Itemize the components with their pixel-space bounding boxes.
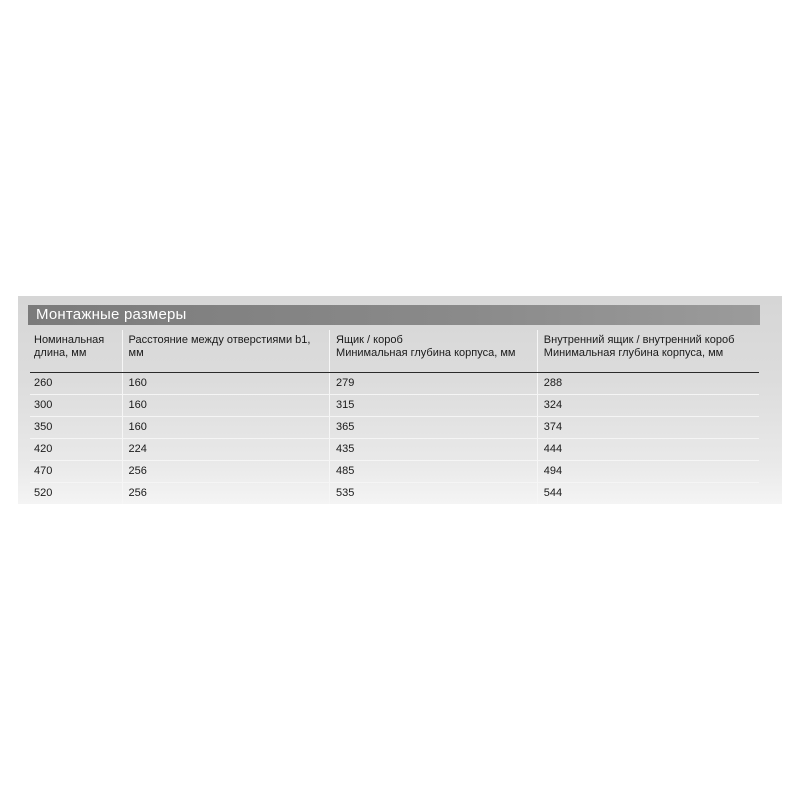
cell-nominal-length: 260 <box>30 373 122 395</box>
cell-drawer-depth: 435 <box>330 439 538 461</box>
cell-drawer-depth: 485 <box>330 461 538 483</box>
table-header-row <box>30 330 759 373</box>
table-row <box>30 395 759 417</box>
cell-hole-distance: 160 <box>122 395 330 417</box>
cell-nominal-length: 420 <box>30 439 122 461</box>
header-drawer-depth <box>330 330 538 373</box>
cell-hole-distance: 256 <box>122 483 330 505</box>
table-row <box>30 417 759 439</box>
header-text-line: Расстояние между отверстиями b1, мм <box>128 334 311 359</box>
cell-nominal-length: 350 <box>30 417 122 439</box>
header-text-line: Ящик / короб <box>336 334 403 346</box>
cell-hole-distance: 160 <box>122 417 330 439</box>
header-text-line: Минимальная глубина корпуса, мм <box>543 347 724 359</box>
cell-drawer-depth: 365 <box>330 417 538 439</box>
cell-inner-drawer-depth: 494 <box>537 461 759 483</box>
table-row <box>30 373 759 395</box>
header-text-line: Внутренний ящик / внутренний короб <box>543 334 735 346</box>
header-text-line: длина, мм <box>34 347 87 359</box>
header-hole-distance <box>122 330 330 373</box>
mounting-dimensions-table <box>30 330 759 504</box>
cell-drawer-depth: 315 <box>330 395 538 417</box>
cell-drawer-depth: 279 <box>330 373 538 395</box>
header-nominal-length <box>30 330 122 373</box>
cell-hole-distance: 256 <box>122 461 330 483</box>
cell-nominal-length: 470 <box>30 461 122 483</box>
cell-drawer-depth: 535 <box>330 483 538 505</box>
section-title: Монтажные размеры <box>28 305 760 325</box>
cell-hole-distance: 224 <box>122 439 330 461</box>
header-text-line: Номинальная <box>34 334 105 346</box>
cell-inner-drawer-depth: 288 <box>537 373 759 395</box>
cell-inner-drawer-depth: 374 <box>537 417 759 439</box>
cell-inner-drawer-depth: 324 <box>537 395 759 417</box>
cell-nominal-length: 520 <box>34 487 53 499</box>
table-row <box>30 483 759 505</box>
table-row <box>30 461 759 483</box>
table-row <box>30 439 759 461</box>
header-inner-drawer-depth <box>537 330 759 373</box>
cell-inner-drawer-depth: 444 <box>537 439 759 461</box>
cell-hole-distance: 160 <box>122 373 330 395</box>
cell-inner-drawer-depth: 544 <box>537 483 759 505</box>
cell-nominal-length: 300 <box>30 395 122 417</box>
header-text-line: Минимальная глубина корпуса, мм <box>336 347 516 359</box>
